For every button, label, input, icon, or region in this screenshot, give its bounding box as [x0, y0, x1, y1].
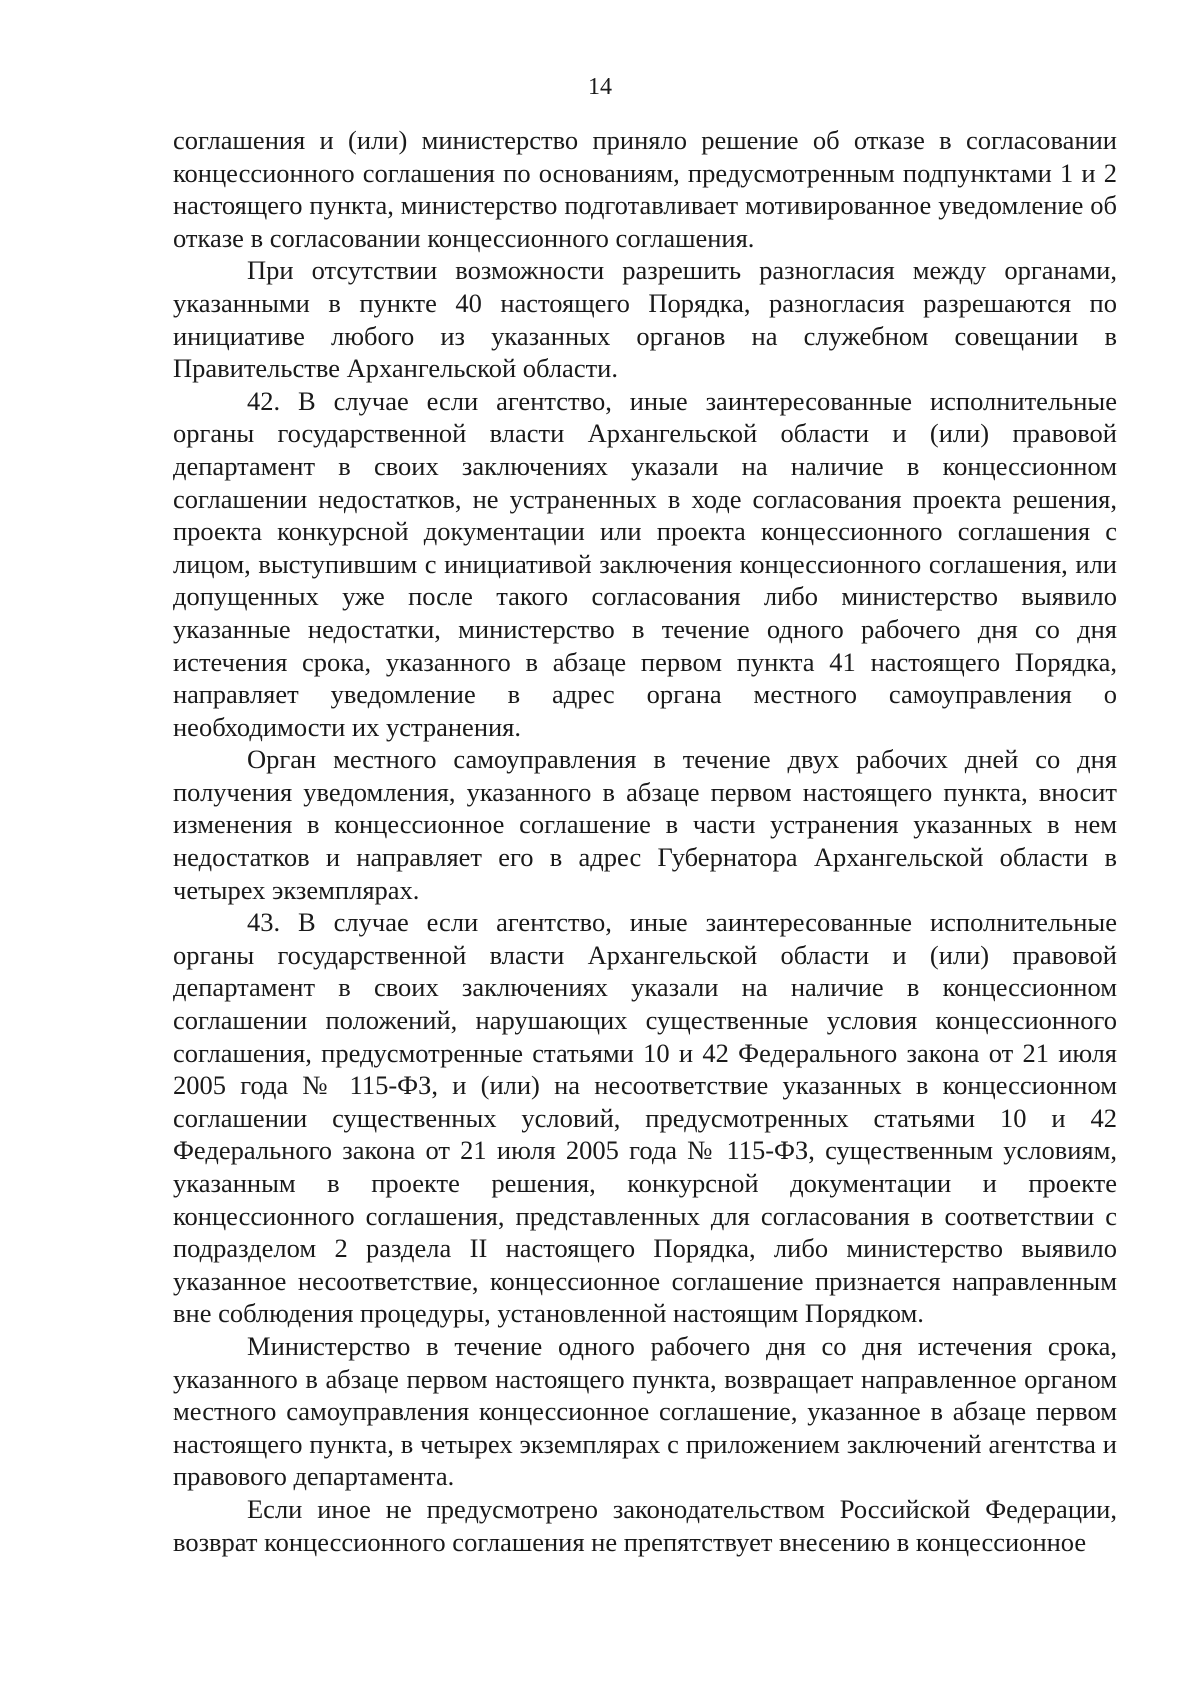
paragraph-local-government: Орган местного самоуправления в течение двух рабочих дней со дня получения уведомления, указанного в абзаце первом настоящего пункта, вносит изменения в концессионное соглашение в части устранения указанных в нем недостатков и направляет его в адрес Губернатора Архангельской области в четырех экземплярах.	[173, 744, 1117, 905]
paragraph-disagreements: При отсутствии возможности разрешить разногласия между органами, указанными в пункте 40 настоящего Порядка, разногласия разрешаются по инициативе любого из указанных органов на служебном совещании в Правительстве Архангельской области.	[173, 255, 1117, 384]
paragraph-ministry-return: Министерство в течение одного рабочего дня со дня истечения срока, указанного в абзаце первом настоящего пункта, возвращает направленное органом местного самоуправления концессионное соглашение, указанное в абзаце первом настоящего пункта, в четырех экземплярах с приложением заключений агентства и правового департамента.	[173, 1330, 1117, 1492]
paragraph-continuation: соглашения и (или) министерство приняло решение об отказе в согласовании концессионного соглашения по основаниям, предусмотренным подпунктами 1 и 2 настоящего пункта, министерство подготавливает мотивированное уведомление об отказе в согласовании концессионного соглашения.	[173, 125, 1117, 253]
document-body	[173, 124, 1117, 1558]
paragraph-item-42: 42. В случае если агентство, иные заинтересованные исполнительные органы государственной власти Архангельской области и (или) правовой департамент в своих заключениях указали на наличие в концессионном соглашении недостатков, не устраненных в ходе согласования проекта решения, проекта конкурсной документации или проекта концессионного соглашения с лицом, выступившим с инициативой заключения концессионного соглашения, или допущенных уже после такого согласования либо министерство выявило указанные недостатки, министерство в течение одного рабочего дня со дня истечения срока, указанного в абзаце первом пункта 41 настоящего Порядка, направляет уведомление в адрес органа местного самоуправления о необходимости их устранения.	[173, 385, 1117, 742]
page-number: 14	[588, 74, 612, 100]
paragraph-legislation: Если иное не предусмотрено законодательством Российской Федерации, возврат концессионного соглашения не препятствует внесению в концессионное	[173, 1493, 1117, 1557]
paragraph-item-43: 43. В случае если агентство, иные заинтересованные исполнительные органы государственной власти Архангельской области и (или) правовой департамент в своих заключениях указали на наличие в концессионном соглашении положений, нарушающих существенные условия концессионного соглашения, предусмотренные статьями 10 и 42 Федерального закона от 21 июля 2005 года № 115-ФЗ, и (или) на несоответствие указанных в концессионном соглашении существенных условий, предусмотренных статьями 10 и 42 Федерального закона от 21 июля 2005 года № 115-ФЗ, существенным условиям, указанным в проекте решения, конкурсной документации и проекте концессионного соглашения, представленных для согласования в соответствии с подразделом 2 раздела II настоящего Порядка, либо министерство выявило указанное несоответствие, концессионное соглашение признается направленным вне соблюдения процедуры, установленной настоящим Порядком.	[173, 907, 1117, 1329]
